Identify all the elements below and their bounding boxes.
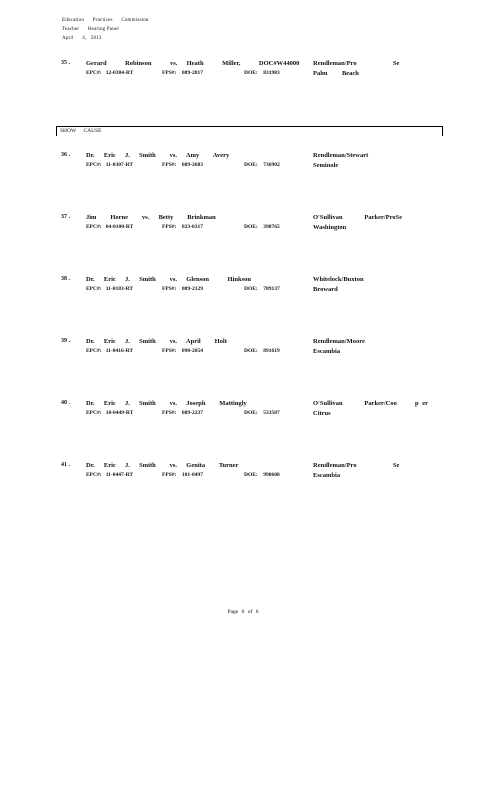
fps-number: FPS#: 089-2237 — [162, 410, 203, 416]
show-cause-label: SHOW CAUSE — [60, 128, 102, 134]
attorney: O'Sullivan Parker/ProSe — [313, 214, 403, 221]
county: Broward — [313, 286, 338, 293]
fps-number: FPS#: 101-0497 — [162, 472, 203, 478]
case-number: 39 . — [61, 338, 70, 344]
doe-number: DOE: 891619 — [244, 348, 280, 354]
show-cause-banner — [56, 126, 443, 136]
header-agency: Education Practices Commission — [62, 18, 149, 23]
doe-number: DOE: 736902 — [244, 162, 280, 168]
attorney: Rendleman/Moore — [313, 338, 365, 345]
case-entry — [0, 400, 486, 430]
case-parties: Dr. Eric J. Smith vs. Amy Avery — [86, 152, 230, 159]
case-entry — [0, 276, 486, 306]
attorney: Rendleman/Pro Se — [313, 60, 400, 67]
case-number: 40 . — [61, 400, 70, 406]
case-parties: Dr. Eric J. Smith vs. April Holt — [86, 338, 227, 345]
case-parties: Jim Horne vs. Betty Brinkman — [86, 214, 216, 221]
doe-number: DOE: 398765 — [244, 224, 280, 230]
county: Escambia — [313, 472, 341, 479]
case-entry — [0, 338, 486, 368]
attorney: O'Sullivan Parker/Coo p er — [313, 400, 428, 407]
attorney: Rendleman/Stewart — [313, 152, 369, 159]
case-parties: Dr. Eric J. Smith vs. Glenson Hinkson — [86, 276, 252, 283]
case-number: 35 . — [61, 60, 70, 66]
header-panel: Teacher Hearing Panel — [62, 27, 119, 32]
case-parties: Gerard Robinson vs. Heath Miller, DOC#W44000 — [86, 60, 300, 67]
fps-number: FPS#: 089-2683 — [162, 162, 203, 168]
case-parties: Dr. Eric J. Smith vs. Joseph Mattingly — [86, 400, 247, 407]
epc-number: EPC#: 11-0447-RT — [86, 472, 134, 478]
doe-number: DOE: 831983 — [244, 70, 280, 76]
page-number: Page 6 of 6 — [227, 609, 259, 615]
fps-number: FPS#: 089-2129 — [162, 286, 203, 292]
case-number: 37 . — [61, 214, 70, 220]
county: Palm Beach — [313, 70, 359, 77]
county: Washington — [313, 224, 347, 231]
document-header — [62, 16, 149, 43]
fps-number: FPS#: 023-0317 — [162, 224, 203, 230]
epc-number: EPC#: 04-0100-RT — [86, 224, 134, 230]
epc-number: EPC#: 12-0384-RT — [86, 70, 134, 76]
case-entry — [0, 60, 486, 90]
case-entry — [0, 462, 486, 492]
doe-number: DOE: 789137 — [244, 286, 280, 292]
attorney: Whitelock/Buxton — [313, 276, 364, 283]
epc-number: EPC#: 11-0307-RT — [86, 162, 134, 168]
fps-number: FPS#: 089-2817 — [162, 70, 203, 76]
epc-number: EPC#: 11-0416-RT — [86, 348, 134, 354]
epc-number: EPC#: 10-0449-RT — [86, 410, 134, 416]
case-number: 38 . — [61, 276, 70, 282]
doe-number: DOE: 533587 — [244, 410, 280, 416]
case-entry — [0, 214, 486, 244]
case-number: 36 . — [61, 152, 70, 158]
header-date: April 4, 2013 — [62, 36, 102, 41]
doe-number: DOE: 998608 — [244, 472, 280, 478]
county: Seminole — [313, 162, 339, 169]
case-entry — [0, 152, 486, 182]
epc-number: EPC#: 11-0183-RT — [86, 286, 134, 292]
county: Citrus — [313, 410, 331, 417]
attorney: Rendleman/Pro Se — [313, 462, 400, 469]
case-number: 41 . — [61, 462, 70, 468]
case-parties: Dr. Eric J. Smith vs. Genita Turner — [86, 462, 239, 469]
county: Escambia — [313, 348, 341, 355]
fps-number: FPS#: 090-2054 — [162, 348, 203, 354]
